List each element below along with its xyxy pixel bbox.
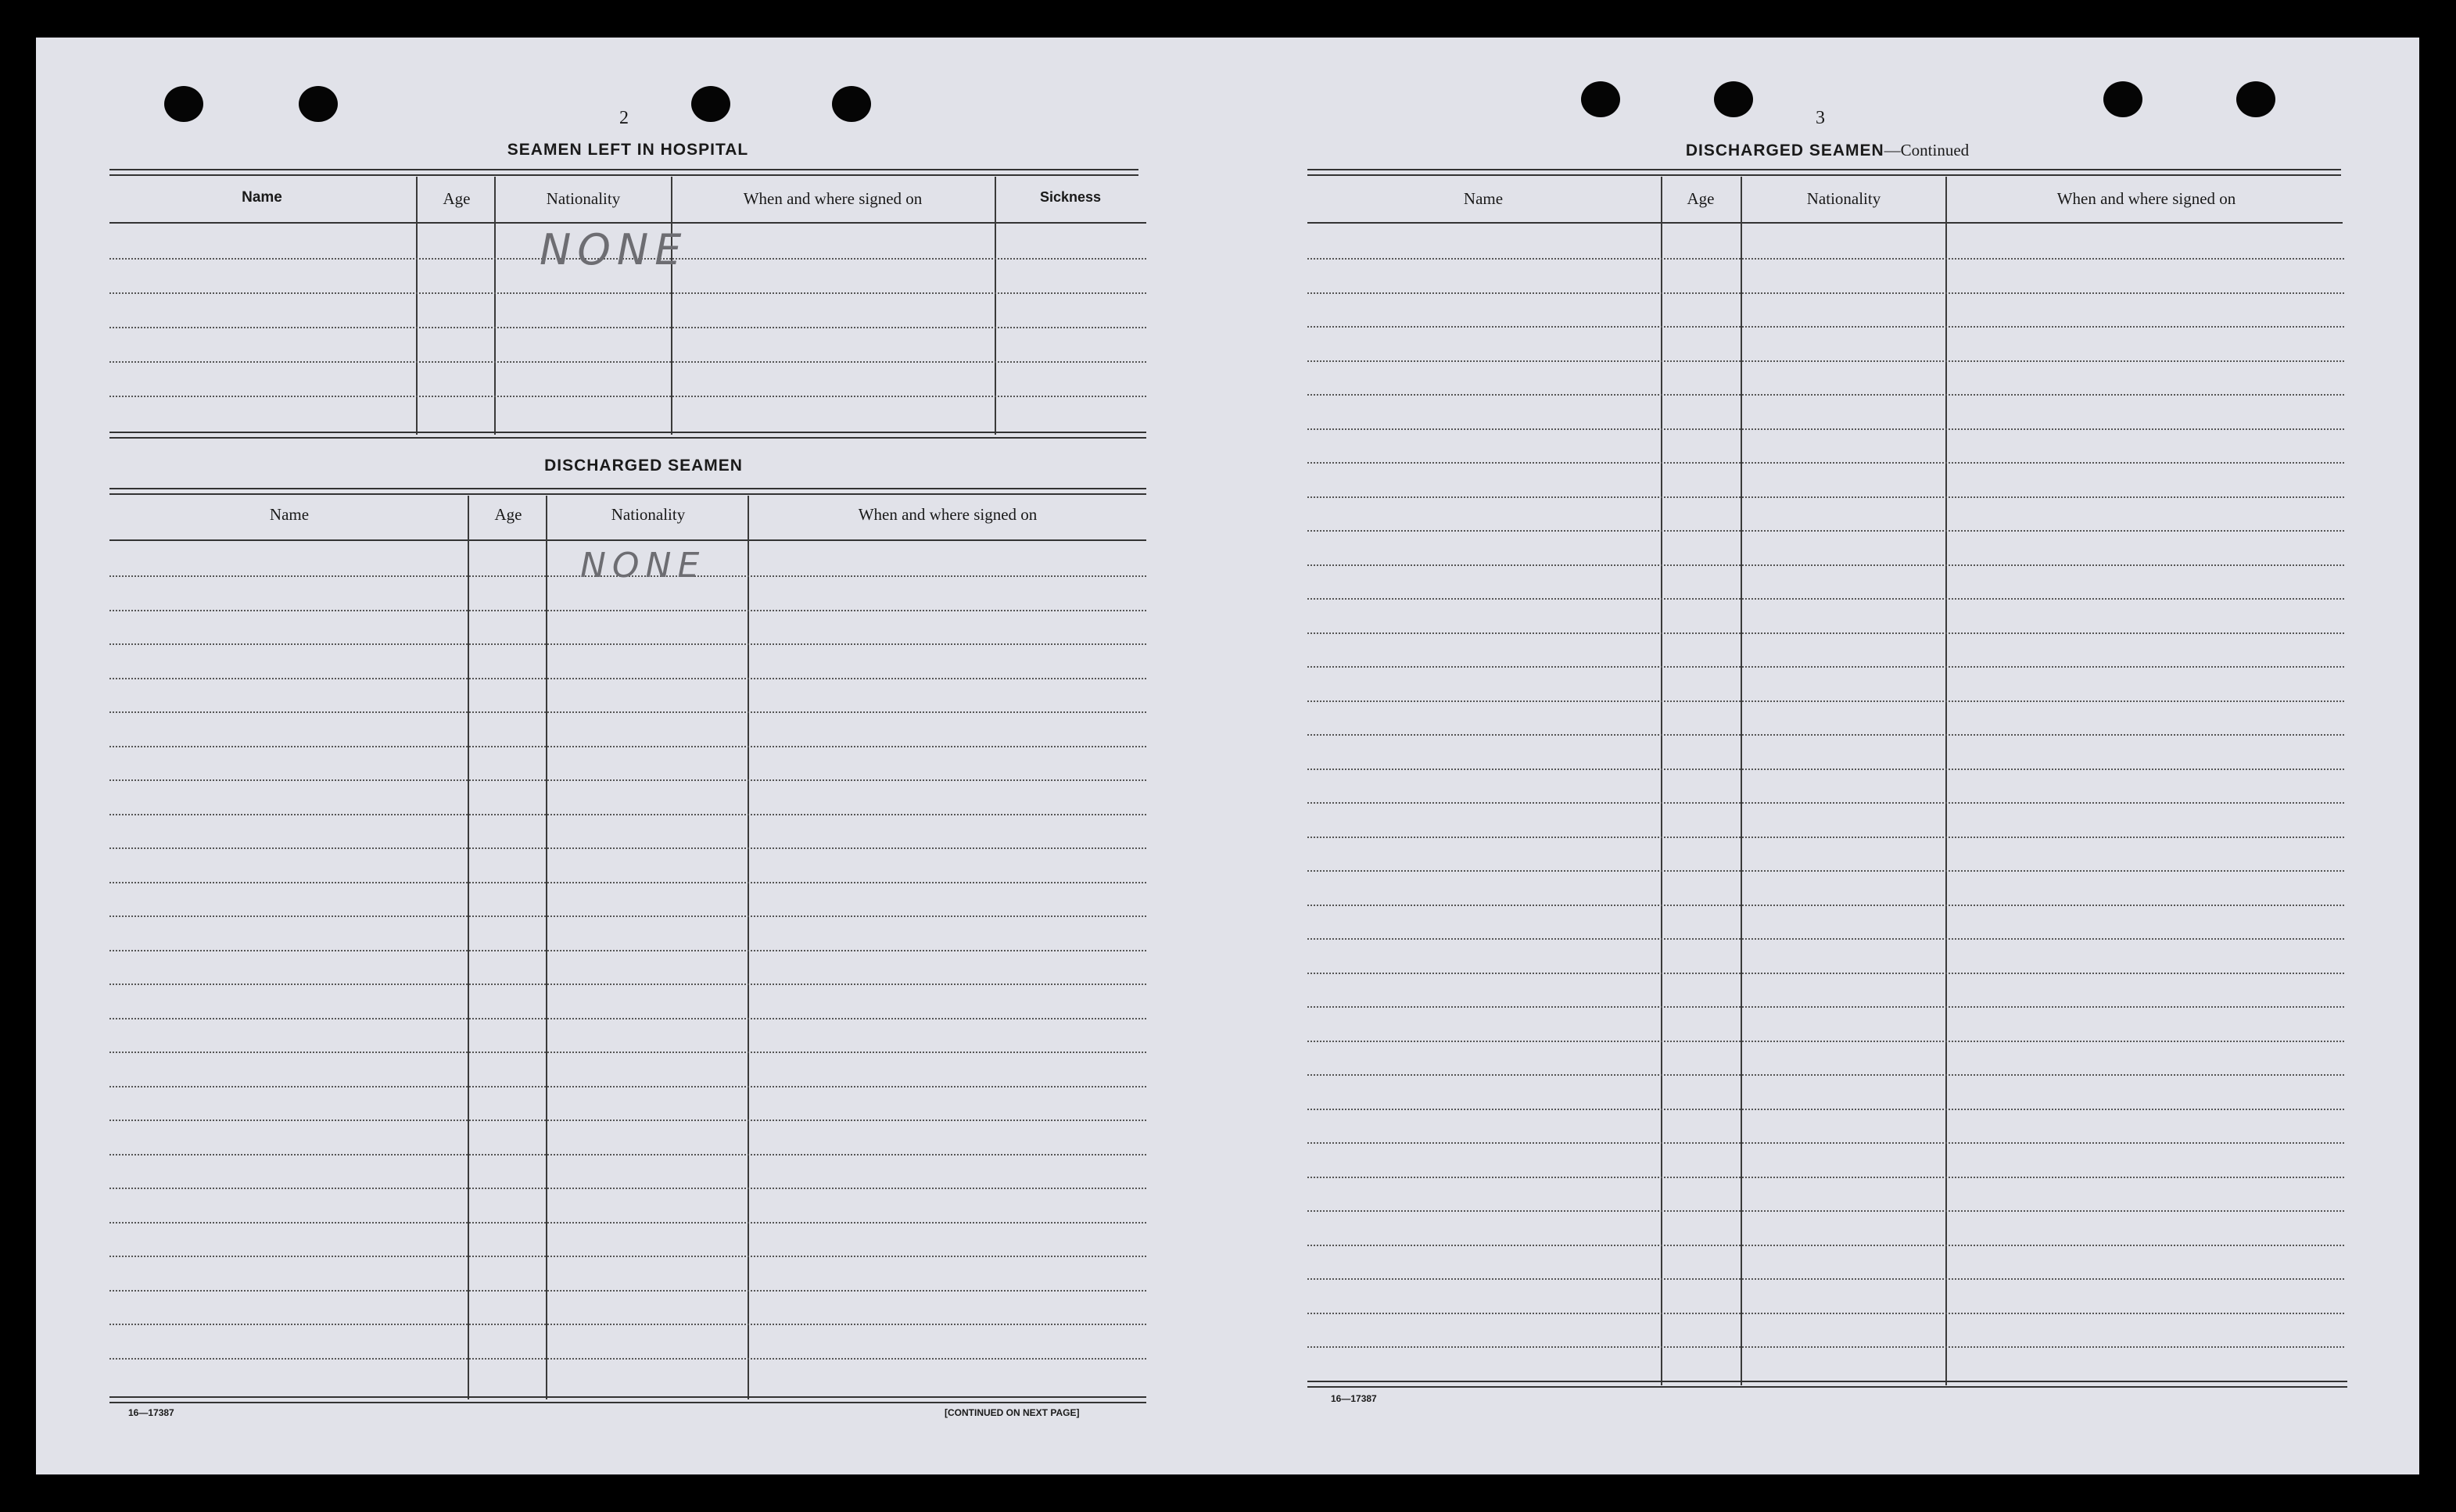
punch-hole [1581, 81, 1620, 117]
row-rule [109, 1324, 1146, 1325]
continued-note: [CONTINUED ON NEXT PAGE] [945, 1407, 1080, 1418]
right-bottom-rule [1307, 1381, 2347, 1388]
row-rule [109, 1256, 1146, 1257]
hospital-section-title: SEAMEN LEFT IN HOSPITAL [507, 141, 749, 159]
right-divider [1661, 177, 1662, 1385]
form-number-left: 16—17387 [128, 1407, 174, 1418]
right-col-age: Age [1687, 189, 1715, 208]
hospital-col-signed-on: When and where signed on [743, 189, 923, 208]
handwritten-none-hospital: NONE [540, 225, 688, 274]
row-rule [109, 882, 1146, 883]
hospital-top-rule [109, 169, 1138, 176]
discharged-continued-title-main: DISCHARGED SEAMEN [1685, 142, 1884, 159]
row-rule [109, 847, 1146, 849]
row-rule [1307, 1006, 2344, 1008]
row-rule [109, 292, 1146, 294]
row-rule [109, 1358, 1146, 1360]
row-rule [109, 950, 1146, 951]
punch-hole [2103, 81, 2142, 117]
handwritten-none-discharged: NONE [580, 546, 706, 586]
row-rule [1307, 496, 2344, 498]
discharged-divider [748, 496, 749, 1399]
row-rule [1307, 1109, 2344, 1110]
row-rule [1307, 360, 2344, 362]
row-rule [1307, 598, 2344, 600]
row-rule [1307, 1245, 2344, 1246]
row-rule [1307, 1142, 2344, 1144]
row-rule [109, 1188, 1146, 1189]
row-rule [109, 984, 1146, 985]
row-rule [1307, 1313, 2344, 1314]
row-rule [1307, 769, 2344, 770]
form-number-right: 16—17387 [1331, 1393, 1377, 1404]
row-rule [109, 915, 1146, 917]
row-rule [109, 1086, 1146, 1087]
right-col-signed-on: When and where signed on [2056, 189, 2236, 208]
page-number-right: 3 [1816, 108, 1825, 128]
row-rule [1307, 1210, 2344, 1212]
row-rule [1307, 1074, 2344, 1076]
row-rule [109, 361, 1146, 363]
row-rule [1307, 258, 2344, 260]
page-number-left: 2 [619, 108, 629, 128]
discharged-top-rule [109, 488, 1146, 495]
row-rule [1307, 292, 2344, 294]
hospital-header-rule [109, 222, 1146, 224]
hospital-col-age: Age [443, 189, 471, 208]
row-rule [109, 643, 1146, 645]
row-rule [1307, 394, 2344, 396]
row-rule [109, 1120, 1146, 1121]
row-rule [109, 814, 1146, 815]
discharged-divider [546, 496, 547, 1399]
row-rule [109, 1290, 1146, 1292]
right-divider [1741, 177, 1742, 1385]
ledger-sheet [36, 38, 2419, 1474]
row-rule [1307, 734, 2344, 736]
row-rule [109, 1154, 1146, 1155]
punch-hole [2236, 81, 2275, 117]
row-rule [1307, 1346, 2344, 1348]
row-rule [109, 678, 1146, 679]
hospital-col-sickness: Sickness [1039, 189, 1102, 205]
row-rule [1307, 1041, 2344, 1042]
row-rule [109, 610, 1146, 611]
row-rule [109, 711, 1146, 713]
right-col-nationality: Nationality [1806, 189, 1881, 208]
row-rule [1307, 905, 2344, 906]
discharged-col-name: Name [269, 505, 310, 524]
hospital-col-name: Name [242, 189, 282, 206]
row-rule [1307, 564, 2344, 566]
row-rule [1307, 428, 2344, 430]
row-rule [1307, 802, 2344, 804]
row-rule [109, 1052, 1146, 1053]
row-rule [109, 396, 1146, 397]
hospital-bottom-rule [109, 432, 1146, 439]
punch-hole [832, 86, 871, 122]
row-rule [1307, 870, 2344, 872]
row-rule [1307, 666, 2344, 668]
row-rule [1307, 326, 2344, 328]
row-rule [1307, 837, 2344, 838]
discharged-section-title: DISCHARGED SEAMEN [544, 457, 743, 475]
discharged-header-rule [109, 539, 1146, 541]
row-rule [1307, 530, 2344, 532]
row-rule [1307, 462, 2344, 464]
hospital-col-nationality: Nationality [546, 189, 621, 208]
row-rule [1307, 1278, 2344, 1280]
punch-hole [691, 86, 730, 122]
discharged-divider [468, 496, 469, 1399]
discharged-continued-suffix: —Continued [1884, 141, 1970, 159]
discharged-bottom-rule [109, 1396, 1146, 1403]
row-rule [109, 327, 1146, 328]
discharged-continued-title [1307, 141, 2347, 160]
row-rule [1307, 938, 2344, 940]
row-rule [109, 746, 1146, 747]
row-rule [1307, 973, 2344, 974]
discharged-col-nationality: Nationality [611, 505, 686, 524]
punch-hole [299, 86, 338, 122]
right-col-name: Name [1463, 189, 1504, 208]
punch-hole [1714, 81, 1753, 117]
row-rule [1307, 1177, 2344, 1178]
punch-hole [164, 86, 203, 122]
row-rule [109, 1222, 1146, 1224]
discharged-col-signed-on: When and where signed on [858, 505, 1038, 524]
row-rule [1307, 700, 2344, 702]
row-rule [109, 779, 1146, 781]
row-rule [109, 1018, 1146, 1019]
row-rule [1307, 632, 2344, 634]
right-top-rule [1307, 169, 2341, 176]
discharged-col-age: Age [494, 505, 522, 524]
right-divider [1945, 177, 1947, 1385]
right-header-rule [1307, 222, 2343, 224]
